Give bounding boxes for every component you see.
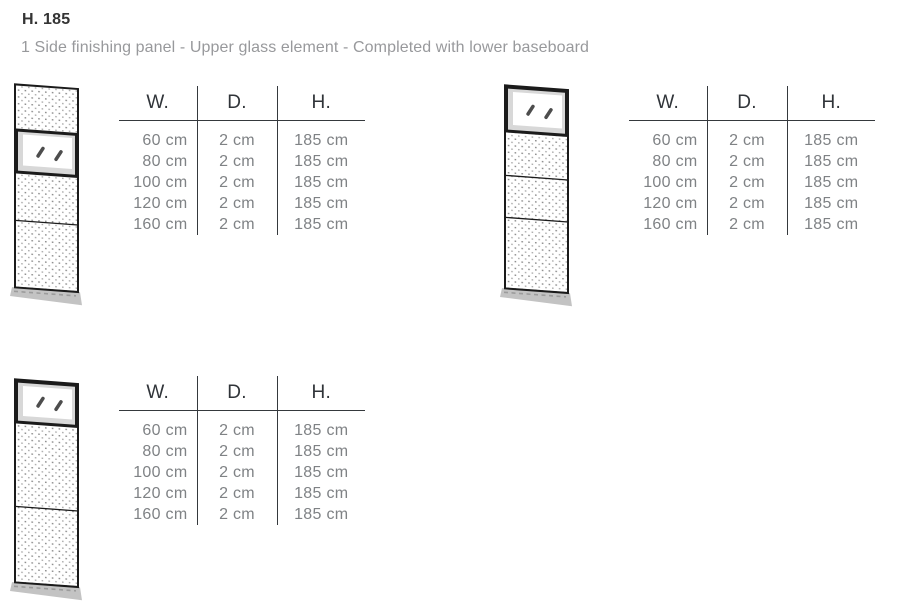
width-value: 80 cm (652, 152, 698, 170)
width-value: 160 cm (133, 505, 188, 523)
page-subtitle: 1 Side finishing panel - Upper glass element - Completed with lower baseboard (21, 39, 590, 56)
panel-illustration-glass-top-icon (500, 82, 584, 318)
width-value: 60 cm (142, 131, 188, 149)
height-value: 185 cm (804, 131, 859, 149)
page-title: H. 185 (22, 11, 71, 28)
height-value: 185 cm (294, 463, 349, 481)
table-row (629, 214, 875, 235)
width-value: 120 cm (133, 194, 188, 212)
width-value: 120 cm (643, 194, 698, 212)
width-value: 80 cm (142, 442, 188, 460)
table-row (119, 411, 365, 442)
depth-value: 2 cm (197, 441, 277, 462)
dimensions-table-1 (119, 86, 365, 235)
height-value: 185 cm (294, 215, 349, 233)
width-value: 100 cm (133, 173, 188, 191)
depth-value: 2 cm (197, 214, 277, 235)
depth-value: 2 cm (197, 172, 277, 193)
table-row (119, 193, 365, 214)
dimensions-table-2 (629, 86, 875, 235)
column-header-depth: D. (707, 86, 787, 121)
table-row (119, 483, 365, 504)
depth-value: 2 cm (197, 193, 277, 214)
column-header-width: W. (119, 86, 197, 121)
panel-illustration-glass-top-single-divider-icon (10, 376, 94, 610)
table-row (119, 462, 365, 483)
table-row (119, 121, 365, 152)
table-row (119, 172, 365, 193)
depth-value: 2 cm (707, 214, 787, 235)
table-row (629, 193, 875, 214)
height-value: 185 cm (294, 484, 349, 502)
height-value: 185 cm (294, 173, 349, 191)
width-value: 100 cm (643, 173, 698, 191)
column-header-depth: D. (197, 86, 277, 121)
width-value: 80 cm (142, 152, 188, 170)
height-value: 185 cm (294, 194, 349, 212)
table-row (119, 441, 365, 462)
depth-value: 2 cm (197, 411, 277, 442)
height-value: 185 cm (804, 152, 859, 170)
depth-value: 2 cm (197, 121, 277, 152)
depth-value: 2 cm (197, 483, 277, 504)
height-value: 185 cm (804, 194, 859, 212)
column-header-width: W. (119, 376, 197, 411)
table-row (629, 121, 875, 152)
table-header-row (119, 376, 365, 411)
depth-value: 2 cm (707, 193, 787, 214)
column-header-height: H. (277, 376, 365, 411)
column-header-height: H. (787, 86, 875, 121)
table-row (119, 151, 365, 172)
width-value: 60 cm (142, 421, 188, 439)
width-value: 120 cm (133, 484, 188, 502)
height-value: 185 cm (294, 131, 349, 149)
table-row (119, 214, 365, 235)
column-header-depth: D. (197, 376, 277, 411)
depth-value: 2 cm (197, 151, 277, 172)
height-value: 185 cm (294, 421, 349, 439)
height-value: 185 cm (804, 215, 859, 233)
width-value: 60 cm (652, 131, 698, 149)
depth-value: 2 cm (197, 462, 277, 483)
table-row (629, 151, 875, 172)
width-value: 100 cm (133, 463, 188, 481)
column-header-width: W. (629, 86, 707, 121)
width-value: 160 cm (133, 215, 188, 233)
width-value: 160 cm (643, 215, 698, 233)
table-header-row (629, 86, 875, 121)
depth-value: 2 cm (707, 121, 787, 152)
panel-illustration-glass-mid-icon (10, 81, 94, 317)
depth-value: 2 cm (707, 151, 787, 172)
height-value: 185 cm (294, 505, 349, 523)
table-header-row (119, 86, 365, 121)
depth-value: 2 cm (707, 172, 787, 193)
column-header-height: H. (277, 86, 365, 121)
table-row (119, 504, 365, 525)
depth-value: 2 cm (197, 504, 277, 525)
height-value: 185 cm (294, 442, 349, 460)
table-row (629, 172, 875, 193)
height-value: 185 cm (294, 152, 349, 170)
height-value: 185 cm (804, 173, 859, 191)
dimensions-table-3 (119, 376, 365, 525)
